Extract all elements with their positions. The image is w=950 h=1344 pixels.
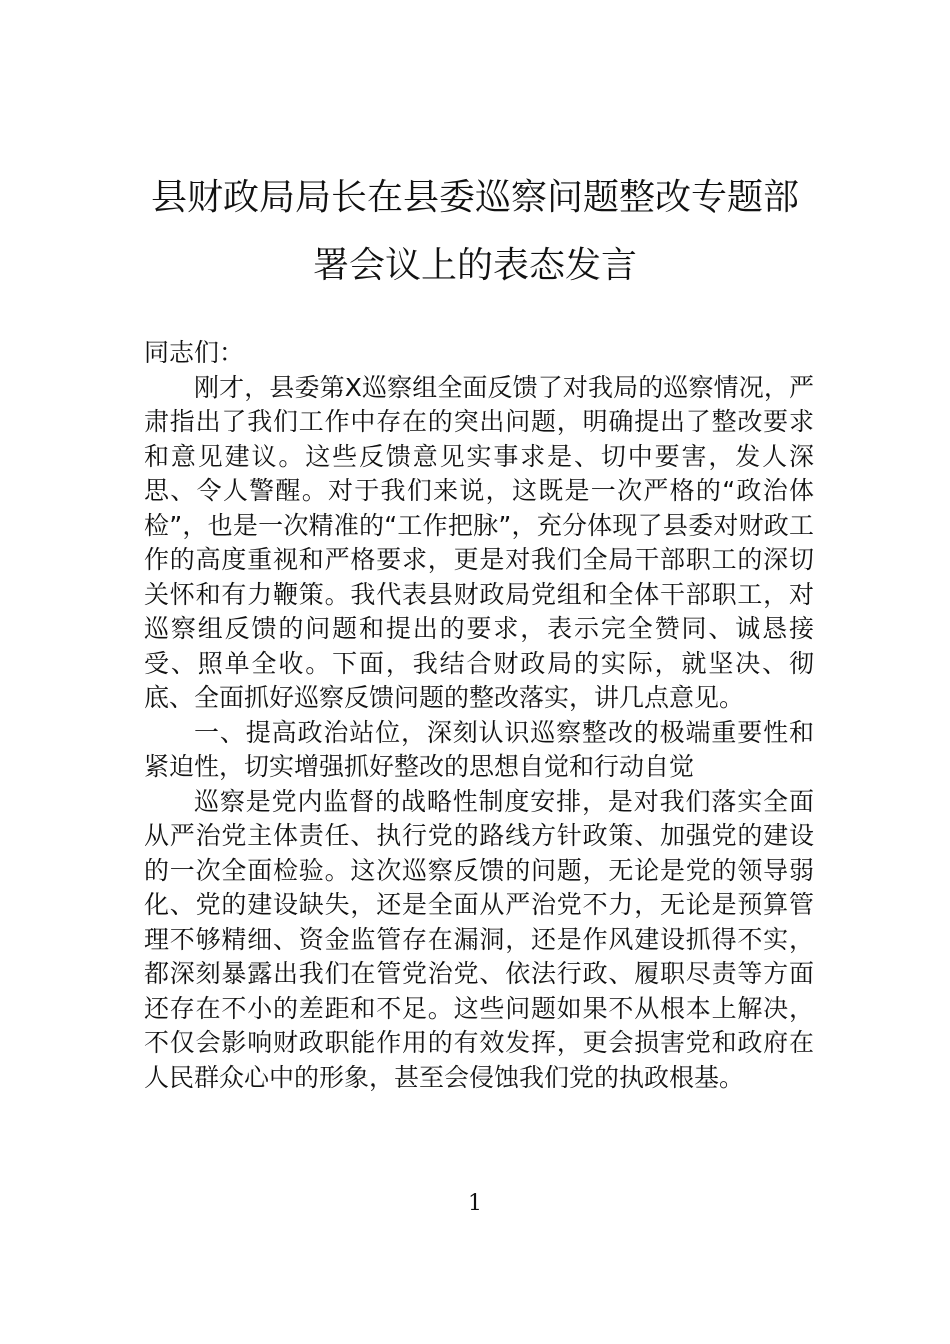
document-title-line-1: 县财政局局长在县委巡察问题整改专题部 xyxy=(150,177,799,218)
page-number: 1 xyxy=(468,1191,482,1216)
salutation: 同志们： xyxy=(144,338,245,367)
paragraph-intro: 刚才，县委第X巡察组全面反馈了对我局的巡察情况，严肃指出了我们工作中存在的突出问题，明确提出了整改要求和意见建议。这些反馈意见实事求是、切中要害，发人深思、令人警醒。对于我们来说，这既是一次严格的“政治体检”，也是一次精准的“工作把脉”，充分体现了县委对财政工作的高度重视和严格要求，更是对我们全局干部职工的深切关怀和有力鞭策。我代表县财政局党组和全体干部职工，对巡察组反馈的问题和提出的要求，表示完全赞同、诚恳接受、照单全收。下面，我结合财政局的实际，就坚决、彻底、全面抓好巡察反馈问题的整改落实，讲几点意见。 xyxy=(144,372,814,712)
document-body xyxy=(144,336,814,1095)
document-title-line-2: 署会议上的表态发言 xyxy=(312,245,637,286)
section-heading-1: 一、提高政治站位，深刻认识巡察整改的极端重要性和紧迫性，切实增强抓好整改的思想自觉和行动自觉 xyxy=(144,717,814,781)
paragraph-section-1: 巡察是党内监督的战略性制度安排，是对我们落实全面从严治党主体责任、执行党的路线方针政策、加强党的建设的一次全面检验。这次巡察反馈的问题，无论是党的领导弱化、党的建设缺失，还是全面从严治党不力，无论是预算管理不够精细、资金监管存在漏洞，还是作风建设抓得不实，都深刻暴露出我们在管党治党、依法行政、履职尽责等方面还存在不小的差距和不足。这些问题如果不从根本上解决，不仅会影响财政职能作用的有效发挥，更会损害党和政府在人民群众心中的形象，甚至会侵蚀我们党的执政根基。 xyxy=(144,786,814,1092)
